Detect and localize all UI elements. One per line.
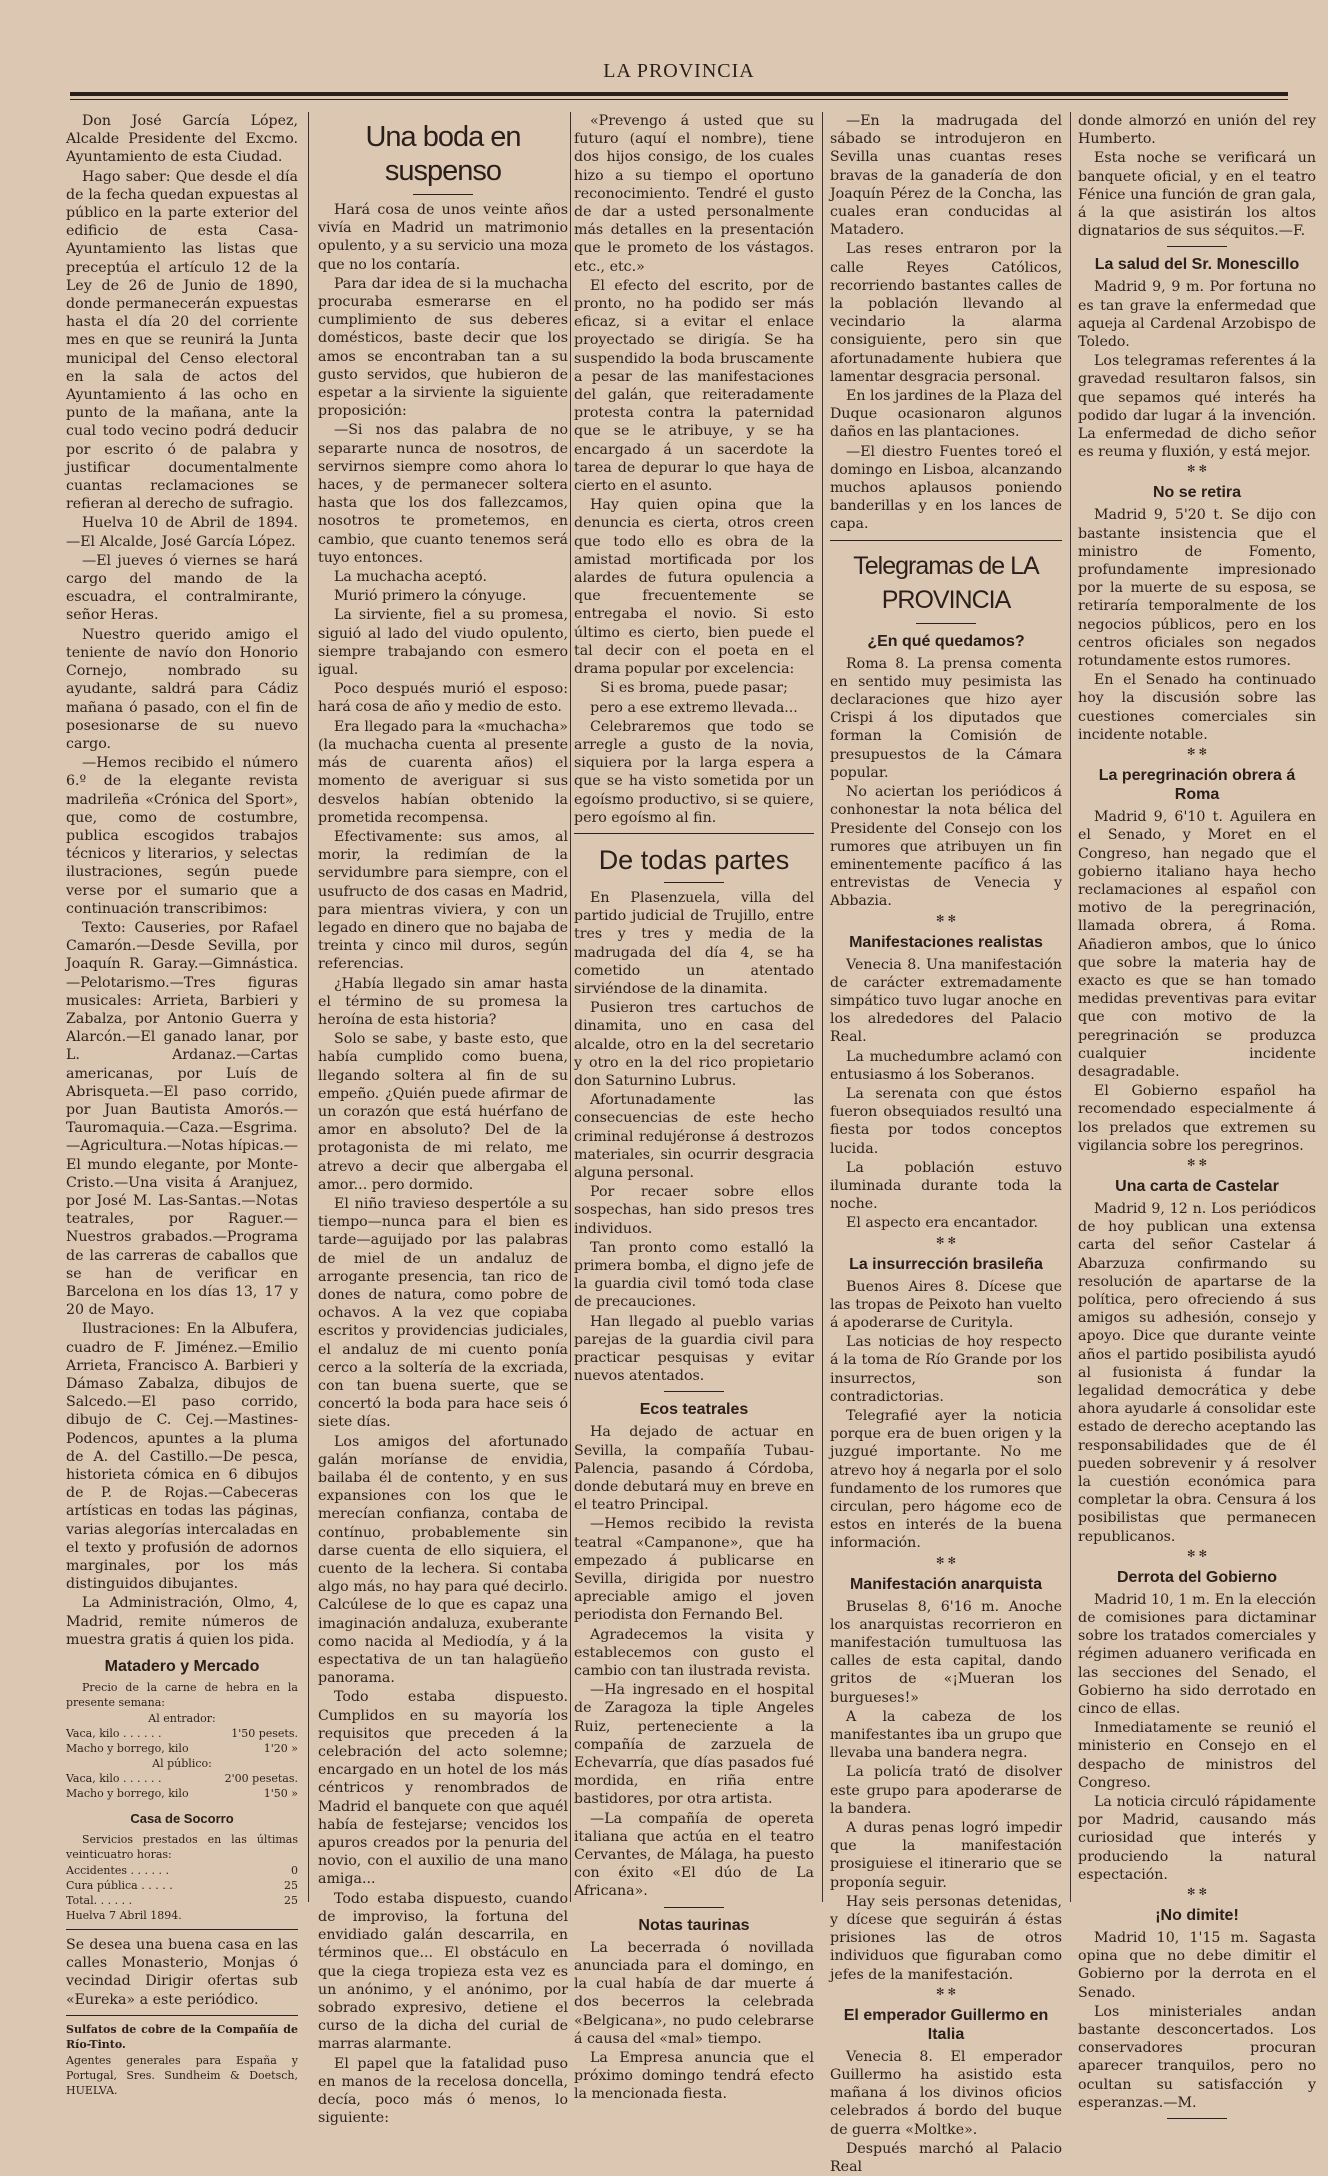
report-date: Huelva 7 Abril 1894.	[66, 1909, 182, 1923]
telegram-paragraph: Bruselas 8, 6'16 m. Anoche los anarquistas recorrieron en manifestación tumultuosa las calles de esta capital, dando gritos de «¡Mueran los burgueses!»	[830, 1598, 1062, 1706]
article-paragraph: En Plasenzuela, villa del partido judicial de Trujillo, entre tres y tres y media de la madrugada del día 4, se ha cometido un atentado sirviéndose de la dinamita.	[574, 889, 814, 997]
verse-line: pero a ese extremo llevada...	[590, 699, 798, 716]
article-paragraph: —Ha ingresado en el hospital de Zaragoza la tiple Angeles Ruiz, perteneciente a la compañía de zarzuela de Echevarría, que días pasados fué mordida, en riña entre bastidores, por otra artista.	[574, 1682, 814, 1808]
article-paragraph: Murió primero la cónyuge.	[334, 588, 527, 605]
news-paragraph: Texto: Causeries, por Rafael Camarón.—Desde Sevilla, por Joaquín R. Garay.—Gimnástica.—Pelotarismo.—Tres figuras musicales: Arrieta, Barbieri y Zabalza, por Antonio Guerra y Alarcón.—El ganado lanar, por L. Ardanaz.—Cartas americanas, por Luís de Abrisqueta.—El paso corrido, por Juan Bautista Amorós.—Tauromaquia.—Caza.—Esgrima.—Agricultura.—Notas hípicas.—El mundo elegante, por Monte-Cristo.—Una visita á Aranjuez, por José M. Las-Santas.—Notas teatrales, por Raguer.—Nuestros grabados.—Programa de las carreras de caballos que se han de verificar en Barcelona en los días 13, 17 y 20 de Mayo.	[66, 919, 298, 1319]
article-paragraph: Agradecemos la visita y establecemos con gusto el cambio con tan ilustrada revista.	[574, 1626, 814, 1680]
telegram-heading: Manifestación anarquista	[849, 1575, 1043, 1593]
telegram-paragraph: Madrid 10, 1'15 m. Sagasta opina que no debe dimitir el Gobierno por la derrota en el Senado.	[1078, 1930, 1316, 2001]
telegram-paragraph: Telegrafié ayer la noticia porque era de buen origen y la juzgué importante. No me atrevo hoy á negarla por el solo fundamento de los rumores que circulan, pero hágome eco de estos en interés de la buena información.	[830, 1407, 1062, 1552]
asterism-icon: ✻ ✻	[936, 1555, 956, 1567]
column-divider	[822, 112, 823, 1902]
column-4	[830, 112, 1062, 2176]
telegram-paragraph: La policía trató de disolver este grupo para apoderarse de la bandera.	[830, 1764, 1062, 1817]
asterism-icon: ✻ ✻	[1187, 1157, 1207, 1169]
article-paragraph: El niño travieso despertóle a su tiempo—nunca para el bien es tarde—aguijado por las palabras de miel de un andaluz de arrogante presencia, tan rico de dones de natura, como pobre de ochavos. A la vez que copiaba escritos y providencias judiciales, el andaluz de mi cuento ponía cerco a la soltería de la excriada, con tan buena suerte, que se concertó la boda para hace seis ó siete días.	[318, 1195, 568, 1431]
telegram-heading: No se retira	[1152, 484, 1242, 502]
telegram-paragraph: Venecia 8. El emperador Guillermo ha asistido esta mañana á los divinos oficios celebrados á bordo del buque de guerra «Moltke».	[830, 2048, 1062, 2138]
telegram-heading: La peregrinación obrera á Roma	[1098, 767, 1296, 804]
matadero-subhead: Al entrador:	[148, 1712, 216, 1726]
price-row: Vaca, kilo . . . . . . 1'50 pesets.	[66, 1727, 298, 1741]
asterism-icon: ✻ ✻	[1187, 464, 1207, 476]
column-5	[1078, 112, 1316, 2111]
telegram-heading: La salud del Sr. Monescillo	[1094, 256, 1300, 274]
article-paragraph: ¿Había llegado sin amar hasta el término de su promesa la heroína de esta historia?	[318, 975, 568, 1028]
column-divider	[1070, 112, 1071, 1902]
column-1	[66, 112, 298, 2097]
price-row: Macho y borrego, kilo 1'20 »	[66, 1742, 298, 1756]
telegram-paragraph: Inmediatamente se reunió el ministerio en Consejo en el despacho de ministros del Congreso.	[1078, 1720, 1316, 1791]
matadero-subhead: Al público:	[152, 1757, 212, 1771]
telegram-heading: La insurrección brasileña	[849, 1255, 1043, 1273]
asterism-icon: ✻ ✻	[1187, 1887, 1207, 1899]
casa-socorro-heading: Casa de Socorro	[130, 1811, 234, 1827]
article-paragraph: Tan pronto como estalló la primera bomba, el digno jefe de la guardia civil tomó toda clase de precauciones.	[574, 1239, 814, 1311]
telegram-paragraph: La población estuvo iluminada durante toda la noche.	[830, 1159, 1062, 1213]
divider	[413, 194, 473, 195]
telegram-heading: ¡No dimite!	[1155, 1907, 1239, 1925]
article-paragraph: Afortunadamente las consecuencias de este hecho criminal redujéronse á destrozos materiales, sin ocurrir desgracia alguna personal.	[574, 1092, 814, 1181]
telegram-paragraph: Esta noche se verificará un banquete oficial, y en el teatro Fénice una función de gran gala, á la que asistirán los altos dignatarios de sus séquitos.—F.	[1078, 150, 1316, 240]
casa-socorro-intro: Servicios prestados en las últimas veinticuatro horas:	[66, 1833, 298, 1862]
price-row: Macho y borrego, kilo 1'50 »	[66, 1787, 298, 1801]
article-paragraph: Los amigos del afortunado galán moríanse de envidia, bailaba él de contento, y en sus expansiones con los que le merecían confianza, contaba de contínuo, probablemente sin darse cuenta de ello siquiera, el cuento de la lechera. Si contaba algo más, no hay para qué decirlo. Calcúlese de lo que es capaz una imaginación andaluza, exuberante como nacida al Mediodía, y á la espectativa de un tan halagüeño panorama.	[318, 1433, 568, 1687]
telegram-paragraph: Madrid 10, 1 m. En la elección de comisiones para dictaminar sobre los tratados comerciales y régimen aduanero verificada en las secciones del Senado, el Gobierno ha sido derrotado en cinco de ellas.	[1078, 1591, 1316, 1718]
news-paragraph: —El jueves ó viernes se hará cargo del mando de la escuadra, el contralmirante, señor Heras.	[66, 552, 298, 624]
telegram-heading: Manifestaciones realistas	[849, 933, 1043, 951]
article-paragraph: Para dar idea de si la muchacha procuraba esmerarse en el cumplimiento de sus deberes domésticos, baste decir que los amos se encontraban tan a su gusto servidos, que hubieron de espetar a la sirviente la siguiente proposición:	[318, 275, 568, 420]
column-2	[318, 112, 568, 2127]
service-row: Total. . . . . . 25	[66, 1894, 298, 1908]
matadero-intro: Precio de la carne de hebra en la presente semana:	[66, 1681, 298, 1710]
telegram-heading: Una carta de Castelar	[1115, 1177, 1279, 1195]
article-paragraph: —En la madrugada del sábado se introdujeron en Sevilla unas cuantas reses bravas de la ganadería de don Joaquín Pérez de la Concha, las cuales eran conducidas al Matadero.	[830, 113, 1062, 239]
article-paragraph: Celebraremos que todo se arregle a gusto de la novia, siquiera por la larga espera a que se ha visto sometida por un egoísmo productivo, si se quiere, pero egoísmo al fin.	[574, 718, 814, 826]
divider	[664, 1391, 724, 1392]
telegram-paragraph: Madrid 9, 9 m. Por fortuna no es tan grave la enfermedad que aqueja al Cardenal Arzobispo de Toledo.	[1078, 279, 1316, 351]
service-row: Cura pública . . . . . 25	[66, 1879, 298, 1893]
article-paragraph: Las reses entraron por la calle Reyes Católicos, recorriendo bastantes calles de la población llevando al vecindario la alarma consiguiente, pero sin que afortunadamente hubiera que lamentar desgracia personal.	[830, 241, 1062, 385]
telegram-paragraph: Las noticias de hoy respecto á la toma de Río Grande por los insurrectos, son contradictorias.	[830, 1334, 1062, 1405]
telegram-paragraph: La muchedumbre aclamó con entusiasmo á los Soberanos.	[830, 1048, 1062, 1083]
article-paragraph: Era llegado para la «muchacha» (la muchacha cuenta al presente más de cuarenta años) el momento de averiguar si sus desvelos habían obtenido la prometida recompensa.	[318, 718, 568, 826]
asterism-icon: ✻ ✻	[1187, 1548, 1207, 1560]
column-divider	[308, 112, 309, 1902]
telegram-paragraph: Los telegramas referentes á la gravedad resultaron falsos, sin que sepamos qué interés ha podido dar lugar á la invención. La enfermedad de dicho señor es reuma y fluxión, y está mejor.	[1078, 353, 1316, 461]
article-paragraph: Todo estaba dispuesto, cuando de improviso, la fortuna del envidiado galán descarrila, en términos que... El obstáculo en que la ciega tropieza esta vez es un anónimo, y el anónimo, por sobrado expresivo, detiene el curso de la dicha del curial de marras alarmante.	[318, 1890, 568, 2053]
ad-sulfatos: Sulfatos de cobre de la Compañía de Río-Tinto.	[66, 2022, 298, 2051]
news-paragraph: Ilustraciones: En la Albufera, cuadro de F. Jiménez.—Emilio Arrieta, Francisco A. Barbieri y Dámaso Zabalza, dibujos de Salcedo.—El paso corrido, dibujo de C. Cej.—Mastines-Podencos, apuntes a la pluma de A. del Castillo.—De pesca, historieta cómica en 6 dibujos de P. de Rojas.—Cabeceras artísticas en todas las páginas, varias alegorías intercaladas en el texto y profusión de adornos marginales, por los más distinguidos dibujantes.	[66, 1321, 298, 1593]
divider	[1167, 2118, 1227, 2119]
article-paragraph: Hay quien opina que la denuncia es cierta, otros creen que todo ello es obra de la amistad mortificada por los alardes de futura opulencia a que frecuentemente se entregaba el novio. Si esto último es cierto, bien puede el tal decir con el poeta en el drama popular por excelencia:	[574, 497, 814, 678]
article-paragraph: «Prevengo á usted que su futuro (aquí el nombre), tiene dos hijos consigo, de los cuales hizo a su tiempo el oportuno reconocimiento. Tendré el gusto de dar a usted personalmente más detalles en la presentación que le prometo de los vástagos. etc., etc.»	[574, 113, 814, 275]
telegram-paragraph: Hay seis personas detenidas, y dícese que seguirán á éstas prisiones las de otros individuos que figuraban como jefes de la manifestación.	[830, 1893, 1062, 1983]
price-row: Vaca, kilo . . . . . . 2'00 pesetas.	[66, 1772, 298, 1786]
article-paragraph: —Si nos das palabra de no separarte nunca de nosotros, de servirnos siempre como ahora lo haces, y de permanecer soltera hasta que los dos fallezcamos, nosotros te prometemos, en cambio, que cuanto tenemos será tuyo entonces.	[318, 422, 568, 566]
notice-signature: Huelva 10 de Abril de 1894.—El Alcalde, José García López.	[66, 515, 298, 550]
article-heading: Una boda en suspenso	[365, 121, 521, 187]
matadero-heading: Matadero y Mercado	[104, 1658, 260, 1676]
telegram-paragraph: A duras penas logró impedir que la manifestación prosiguiese el itinerario que se proponía seguir.	[830, 1820, 1062, 1891]
section-heading: Notas taurinas	[638, 1916, 750, 1934]
section-heading: Ecos teatrales	[639, 1401, 749, 1419]
telegram-paragraph: donde almorzó en unión del rey Humberto.	[1078, 113, 1316, 148]
section-heading: De todas partes	[598, 844, 790, 875]
article-paragraph: Por recaer sobre ellos sospechas, han sido presos tres individuos.	[574, 1184, 814, 1237]
divider	[664, 882, 724, 883]
telegram-paragraph: Después marchó al Palacio Real	[830, 2140, 1062, 2176]
article-paragraph: —Hemos recibido la revista teatral «Campanone», que ha empezado á publicarse en Sevilla, dirigida por nuestro apreciable amigo el joven periodista don Fernando Bel.	[574, 1516, 814, 1624]
notice-header: Don José García López, Alcalde Presidente del Excmo. Ayuntamiento de esta Ciudad.	[66, 113, 298, 166]
telegram-paragraph: Buenos Aires 8. Dícese que las tropas de Peixoto han vuelto á apoderarse de Curityla.	[830, 1278, 1062, 1331]
asterism-icon: ✻ ✻	[936, 1235, 956, 1247]
article-paragraph: La muchacha aceptó.	[334, 569, 487, 586]
notice-body: Hago saber: Que desde el día de la fecha quedan expuestas al público en la parte exterior del edificio de esta Casa-Ayuntamiento las listas que preceptúa el artículo 12 de la Ley de 26 de Junio de 1890, donde permanecerán expuestas hasta el día 20 del corriente mes en que se reunirá la Junta municipal del Censo electoral en la sala de actos del Ayuntamiento á las ocho en punto de la mañana, ante la cual todo vecino podrá deducir por escrito ó de palabra y justificar documentalmente cuantas reclamaciones se refieran al derecho de sufragio.	[66, 168, 298, 513]
telegram-paragraph: No aciertan los periódicos á conhonestar la nota bélica del Presidente del Consejo con los rumores que atribuyen un fin eminentemente pacífico á las entrevistas de Venecia y Abbazia.	[830, 784, 1062, 910]
article-paragraph: La becerrada ó novillada anunciada para el domingo, en la cual había de dar muerte á dos becerros la celebrada «Belgicana», no pudo celebrarse á causa del «mal» tiempo.	[574, 1939, 814, 2047]
telegram-paragraph: En el Senado ha continuado hoy la discusión sobre las cuestiones comerciales sin incidente notable.	[1078, 672, 1316, 743]
telegram-paragraph: Venecia 8. Una manifestación de carácter extremadamente simpático tuvo lugar anoche en los alrededores del Palacio Real.	[830, 956, 1062, 1046]
divider	[664, 1907, 724, 1908]
article-paragraph: El papel que la fatalidad puso en manos de la recelosa doncella, decía, poco más ó menos, lo siguiente:	[318, 2055, 568, 2127]
masthead-title: LA PROVINCIA	[603, 60, 755, 82]
column-3	[574, 112, 814, 2103]
section-heading: Telegramas de LA PROVINCIA	[853, 551, 1039, 614]
article-paragraph: Todo estaba dispuesto. Cumplidos en su mayoría los requisitos que preceden á la celebración del acto solemne; encargado en un hotel de los más céntricos y renombrados de Madrid el banquete con que aquél había de festejarse; vencidos los apuros creados por la penuria del novio, con el auxilio de una mano amiga...	[318, 1689, 568, 1888]
telegram-heading: El emperador Guillermo en Italia	[843, 2006, 1049, 2043]
telegram-paragraph: La serenata con que éstos fueron obsequiados resultó una fiesta por todos conceptos lucida.	[830, 1085, 1062, 1157]
divider	[574, 833, 814, 834]
telegram-paragraph: Roma 8. La prensa comenta en sentido muy pesimista las declaraciones que hizo ayer Crispi á los diputados que forman la Comisión de presupuestos de la Cámara popular.	[830, 655, 1062, 781]
article-paragraph: La sirviente, fiel a su promesa, siguió al lado del viudo opulento, siempre trabajando con esmero igual.	[318, 607, 568, 679]
article-paragraph: Poco después murió el esposo: hará cosa de año y medio de esto.	[318, 681, 568, 716]
telegram-paragraph: Madrid 9, 6'10 t. Aguilera en el Senado, y Moret en el Congreso, han negado que el gobierno italiano haya hecho reclamaciones al español con motivo de la peregrinación, llamada obrera, á Roma. Añadieron ambos, que lo único que sobre la materia hay de exacto es que se han tomado medidas preventivas para evitar que con motivo de la peregrinación se produzca cualquier incidente desagradable.	[1078, 809, 1316, 1080]
telegram-paragraph: A la cabeza de los manifestantes iba un grupo que llevaba una bandera negra.	[830, 1708, 1062, 1762]
article-paragraph: Hará cosa de unos veinte años vivía en Madrid un matrimonio opulento, y a su servicio una moza que no los contaría.	[318, 202, 568, 273]
masthead-rule-thick	[70, 92, 1288, 96]
telegram-heading: Derrota del Gobierno	[1116, 1568, 1278, 1586]
column-divider	[570, 112, 571, 1902]
article-paragraph: Solo se sabe, y baste esto, que había cumplido como buena, llegando soltera al fin de su empeño. ¿Quién puede afirmar de un corazón que está huérfano de amor en absoluto? Del de la protagonista de mi relato, me atrevo a decir que albergaba el amor... pero dormido.	[318, 1031, 568, 1193]
divider	[830, 540, 1062, 541]
article-paragraph: —El diestro Fuentes toreó el domingo en Lisboa, alcanzando muchos aplausos poniendo banderillas y en los lances de capa.	[830, 443, 1062, 533]
article-paragraph: —La compañía de opereta italiana que actúa en el teatro Cervantes, de Málaga, ha puesto con éxito «El dúo de La Africana».	[574, 1810, 814, 1900]
news-paragraph: La Administración, Olmo, 4, Madrid, remite números de muestra gratis á quien los pida.	[66, 1595, 298, 1648]
telegram-paragraph: Los ministeriales andan bastante desconcertados. Los conservadores procuran aparecer tranquilos, pero no ocultan su satisfacción y esperanzas.—M.	[1078, 2003, 1316, 2111]
telegram-heading: ¿En qué quedamos?	[867, 632, 1025, 650]
asterism-icon: ✻ ✻	[936, 1986, 956, 1998]
asterism-icon: ✻ ✻	[1187, 747, 1207, 759]
masthead-rule-thin	[70, 99, 1288, 100]
article-paragraph: Ha dejado de actuar en Sevilla, la compañía Tubau-Palencia, pasando á Córdoba, donde debutará muy en breve en el teatro Principal.	[574, 1424, 814, 1514]
telegram-paragraph: Madrid 9, 12 n. Los periódicos de hoy publican una extensa carta del señor Castelar á Abarzuza confirmando su resolución de apartarse de la política, pero ofreciendo á sus amigos su adhesión, consejo y apoyo. Dice que durante veinte años el partido posibilista ayudó al fusionista á fundar la legalidad democrática y debe ahora ayudarle á consolidar este estado de derecho aceptando las responsabilidades que de él pueden sobrevenir y á resolver la cuestión económica para completar la obra. Censura á los posibilistas que permanecen republicanos.	[1078, 1200, 1316, 1545]
article-paragraph: En los jardines de la Plaza del Duque ocasionaron algunos daños en las plantaciones.	[830, 388, 1062, 441]
divider	[66, 1929, 298, 1930]
article-paragraph: Han llegado al pueblo varias parejas de la guardia civil para practicar pesquisas y evitar nuevos atentados.	[574, 1313, 814, 1385]
service-row: Accidentes . . . . . . 0	[66, 1864, 298, 1878]
news-paragraph: Nuestro querido amigo el teniente de navío don Honorio Cornejo, nombrado su ayudante, saldrá para Cádiz mañana ó pasado, con el fin de posesionarse de su nuevo cargo.	[66, 626, 298, 752]
article-paragraph: Efectivamente: sus amos, al morir, la redimían de la servidumbre para siempre, con el usufructo de dos casas en Madrid, para mientras viviera, y con un legado en dinero que no bajaba de treinta y cinco mil duros, según referencias.	[318, 828, 568, 973]
telegram-paragraph: Madrid 9, 5'20 t. Se dijo con bastante insistencia que el ministro de Fomento, profundamente impresionado por la muerte de su esposa, se retiraría temporalmente de los negocios públicos, pero en los centros oficiales son negados rotundamente estos rumores.	[1078, 507, 1316, 670]
article-paragraph: La Empresa anuncia que el próximo domingo tendrá efecto la mencionada fiesta.	[574, 2049, 814, 2103]
article-paragraph: El efecto del escrito, por de pronto, no ha podido ser más eficaz, si a evitar el enlace proyectado se dirigía. Se ha suspendido la boda bruscamente a pesar de las manifestaciones del galán, que reiteradamente protesta contra la paternidad que se le atribuye, y se ha encargado á un sacerdote la tarea de depurar lo que haya de cierto en el asunto.	[574, 277, 814, 495]
news-paragraph: —Hemos recibido el número 6.º de la elegante revista madrileña «Crónica del Sport», que, como de costumbre, publica escogidos trabajos técnicos y literarios, y selectas ilustraciones, según puede verse por el sumario que a continuación transcribimos:	[66, 755, 298, 917]
classified-ad: Se desea una buena casa en las calles Monasterio, Monjas ó vecindad Dirigir ofertas sub «Eureka» a este periódico.	[66, 1937, 298, 2008]
telegram-paragraph: El aspecto era encantador.	[846, 1215, 1039, 1232]
divider	[66, 2015, 298, 2016]
telegram-paragraph: El Gobierno español ha recomendado especialmente á los prelados que extremen su vigilancia sobre los peregrinos.	[1078, 1083, 1316, 1154]
divider	[1167, 246, 1227, 247]
article-paragraph: Pusieron tres cartuchos de dinamita, uno en casa del alcalde, otro en la del secretario y otro en la del rico propietario don Saturnino Lubrus.	[574, 1000, 814, 1089]
telegram-paragraph: La noticia circuló rápidamente por Madrid, causando más curiosidad que interés y produciendo la natural espectación.	[1078, 1794, 1316, 1883]
divider	[916, 623, 976, 624]
ad-agents: Agentes generales para España y Portugal, Sres. Sundheim & Doetsch, HUELVA.	[66, 2053, 298, 2097]
verse-line: Si es broma, puede pasar;	[600, 680, 788, 697]
asterism-icon: ✻ ✻	[936, 913, 956, 925]
